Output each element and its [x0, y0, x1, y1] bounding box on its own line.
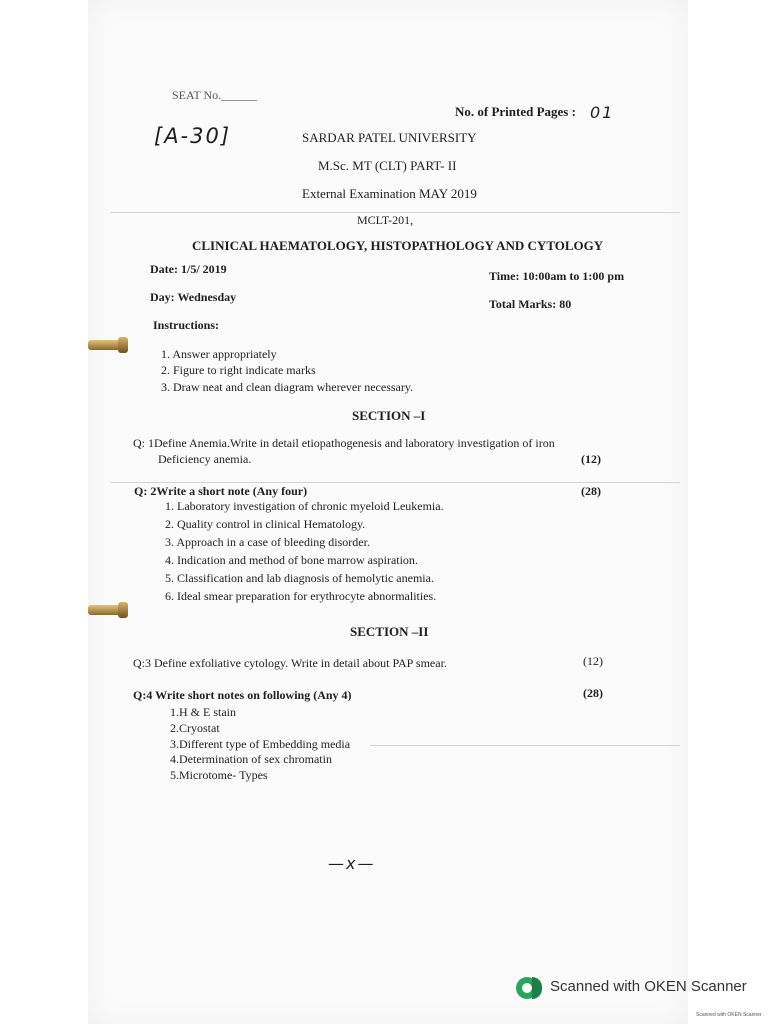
course-title: CLINICAL HAEMATOLOGY, HISTOPATHOLOGY AND CYTOLOGY [192, 238, 604, 253]
printed-pages-value: 01 [590, 103, 615, 122]
question-4-item: 5.Microtome- Types [170, 768, 268, 782]
question-1-marks: (12) [581, 452, 601, 466]
question-2-item: 5. Classification and lab diagnosis of hemolytic anemia. [165, 571, 434, 585]
total-marks: Total Marks: 80 [489, 297, 572, 311]
section-1-heading: SECTION –I [352, 408, 426, 423]
handwritten-code: [A-30] [154, 124, 232, 148]
question-4-item: 3.Different type of Embedding media [170, 737, 351, 751]
question-2-item: 2. Quality control in clinical Hematology. [165, 517, 366, 531]
question-4-item: 1.H & E stain [170, 705, 236, 719]
university-name: SARDAR PATEL UNIVERSITY [302, 130, 477, 145]
end-of-paper-mark: —x— [328, 854, 376, 873]
exam-day: Day: Wednesday [150, 290, 237, 304]
binder-screw-bottom [88, 605, 122, 615]
question-2-item: 3. Approach in a case of bleeding disorder. [165, 535, 370, 549]
course-code: MCLT-201, [357, 213, 414, 227]
scanner-watermark-small: Scanned with OKEN Scanner [696, 1012, 762, 1018]
scanner-watermark-text: Scanned with OKEN Scanner [550, 978, 747, 995]
page-margin-right [688, 0, 768, 1024]
question-2-title: Q: 2Write a short note (Any four) [134, 484, 308, 498]
question-3-marks: (12) [583, 654, 603, 668]
question-4-marks: (28) [583, 686, 603, 700]
question-1-text-cont: Deficiency anemia. [158, 452, 252, 466]
exam-name: External Examination MAY 2019 [302, 186, 477, 201]
question-2-marks: (28) [581, 484, 601, 498]
question-2-item: 4. Indication and method of bone marrow aspiration. [165, 553, 418, 567]
instruction-item: 2. Figure to right indicate marks [161, 363, 316, 377]
seat-number: SEAT No.______ [172, 88, 258, 102]
question-2-item: 6. Ideal smear preparation for erythrocyte abnormalities. [165, 589, 437, 603]
program-name: M.Sc. MT (CLT) PART- II [318, 158, 457, 173]
binder-screw-top [88, 340, 122, 350]
question-1-text: Q: 1Define Anemia.Write in detail etiopathogenesis and laboratory investigation of iron [133, 436, 555, 450]
printed-pages-label: No. of Printed Pages : [455, 104, 576, 119]
question-4-item: 2.Cryostat [170, 721, 220, 735]
question-4-item: 4.Determination of sex chromatin [170, 752, 332, 766]
instructions-heading: Instructions: [153, 318, 220, 332]
question-3-text: Q:3 Define exfoliative cytology. Write in detail about PAP smear. [133, 656, 447, 670]
question-2-item: 1. Laboratory investigation of chronic myeloid Leukemia. [165, 499, 444, 513]
exam-time: Time: 10:00am to 1:00 pm [489, 269, 625, 283]
page-margin-left [0, 0, 88, 1024]
instruction-item: 1. Answer appropriately [161, 347, 277, 361]
question-4-title: Q:4 Write short notes on following (Any 4) [133, 688, 352, 702]
paper-fold-line [370, 745, 680, 746]
section-2-heading: SECTION –II [350, 624, 429, 639]
instruction-item: 3. Draw neat and clean diagram wherever necessary. [161, 380, 414, 394]
exam-date: Date: 1/5/ 2019 [150, 262, 227, 276]
paper-fold-line [110, 482, 680, 483]
